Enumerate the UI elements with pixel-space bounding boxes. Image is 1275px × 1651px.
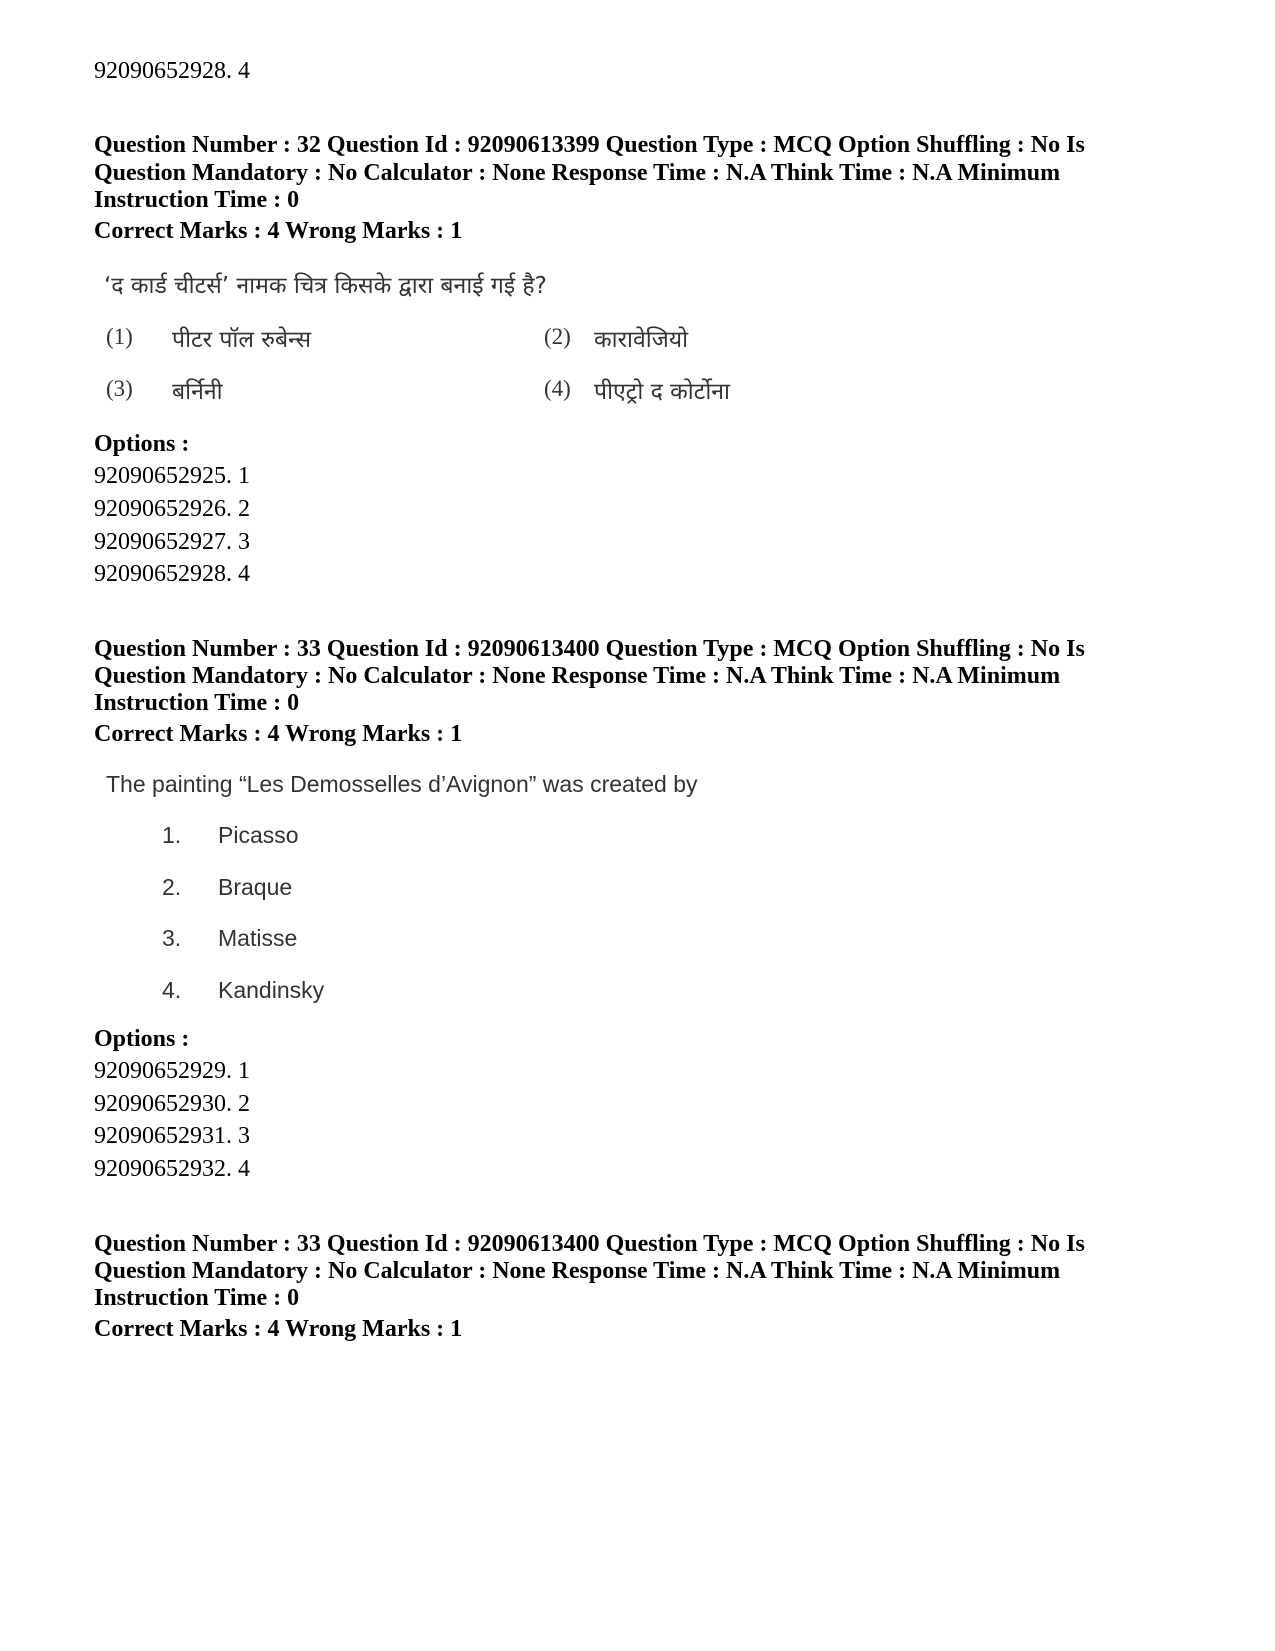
options-label: Options : <box>94 1026 190 1052</box>
question-header-line: Question Number : 33 Question Id : 92090613400 Question Type : MCQ Option Shuffling : No Is <box>94 636 1085 662</box>
choice-number: 2. <box>162 874 182 900</box>
options-label: Options : <box>94 431 190 457</box>
option-line: 92090652928. 4 <box>94 561 250 587</box>
question-header-line: Question Number : 32 Question Id : 92090613399 Question Type : MCQ Option Shuffling : No Is <box>94 132 1085 158</box>
choice-text: Picasso <box>218 822 299 848</box>
choice-number: 1. <box>162 822 182 848</box>
choice-number: (2) <box>544 324 571 349</box>
choice-number: (3) <box>106 376 133 401</box>
question-header-line: Question Number : 33 Question Id : 92090613400 Question Type : MCQ Option Shuffling : No Is <box>94 1231 1085 1257</box>
question-header-line: Question Mandatory : No Calculator : None Response Time : N.A Think Time : N.A Minimum <box>94 663 1061 689</box>
option-line: 92090652930. 2 <box>94 1091 250 1117</box>
choice-number: (4) <box>544 376 571 401</box>
question-text: ‘द कार्ड चीटर्स’ नामक चित्र किसके द्वारा बनाई गई है? <box>104 273 547 299</box>
choice-text: Braque <box>218 874 293 900</box>
option-line: 92090652928. 4 <box>94 58 250 84</box>
choice-text: Matisse <box>218 925 298 951</box>
choice-text: कारावेजियो <box>594 327 689 353</box>
option-line: 92090652927. 3 <box>94 529 250 555</box>
choice-text: Kandinsky <box>218 977 325 1003</box>
option-line: 92090652932. 4 <box>94 1156 250 1182</box>
marks-line: Correct Marks : 4 Wrong Marks : 1 <box>94 218 463 244</box>
choice-number: 3. <box>162 925 182 951</box>
question-header-line: Instruction Time : 0 <box>94 187 300 213</box>
question-header-line: Question Mandatory : No Calculator : None Response Time : N.A Think Time : N.A Minimum <box>94 1258 1061 1284</box>
marks-line: Correct Marks : 4 Wrong Marks : 1 <box>94 1316 463 1342</box>
option-line: 92090652926. 2 <box>94 496 250 522</box>
option-line: 92090652925. 1 <box>94 463 250 489</box>
choice-text: बर्निनी <box>172 379 223 405</box>
option-line: 92090652929. 1 <box>94 1058 250 1084</box>
option-line: 92090652931. 3 <box>94 1123 250 1149</box>
marks-line: Correct Marks : 4 Wrong Marks : 1 <box>94 721 463 747</box>
choice-text: पीटर पॉल रुबेन्स <box>172 327 312 353</box>
question-header-line: Question Mandatory : No Calculator : None Response Time : N.A Think Time : N.A Minimum <box>94 160 1061 186</box>
question-header-line: Instruction Time : 0 <box>94 1285 300 1311</box>
question-text: The painting “Les Demosselles d’Avignon” was created by <box>106 771 698 797</box>
choice-number: (1) <box>106 324 133 349</box>
question-header-line: Instruction Time : 0 <box>94 690 300 716</box>
choice-number: 4. <box>162 977 182 1003</box>
choice-text: पीएट्रो द कोर्टोना <box>594 379 731 405</box>
